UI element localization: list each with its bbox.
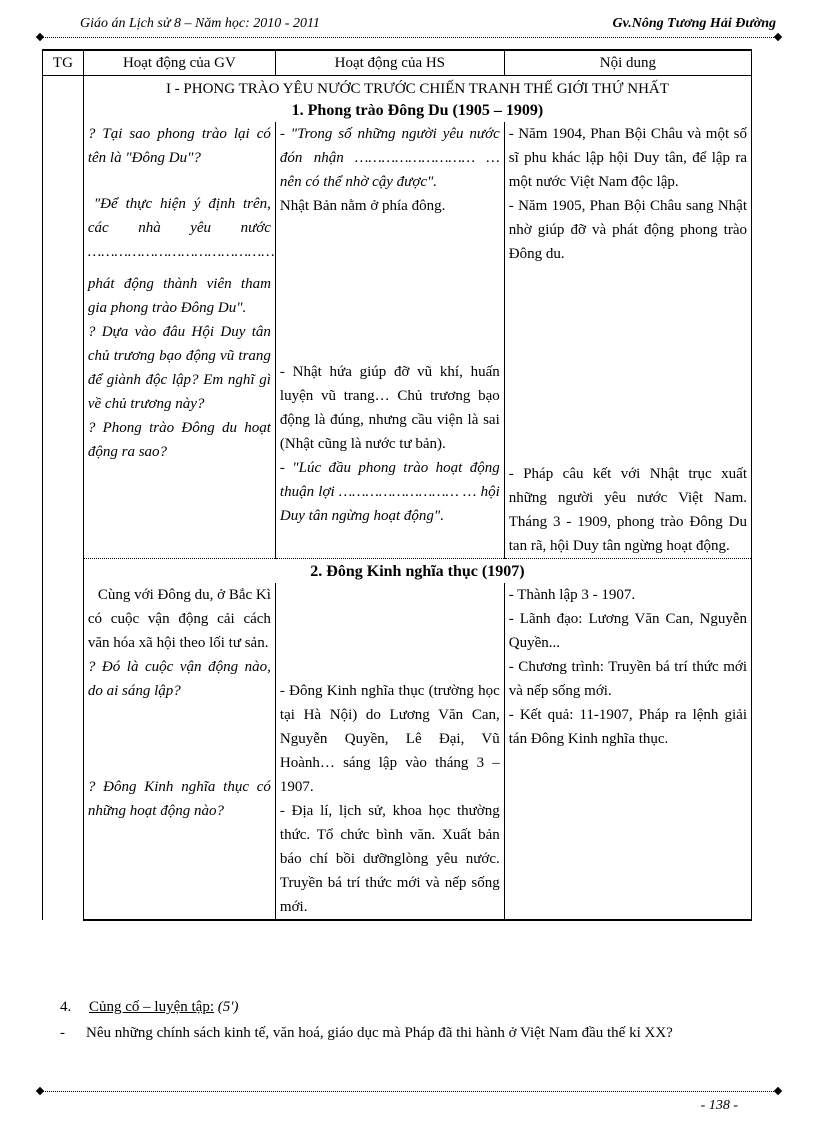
header-tg: TG — [43, 50, 84, 76]
s2-nd-p2: - Lãnh đạo: Lương Văn Can, Nguyễn Quyền... — [508, 611, 747, 651]
footer-question: Nêu những chính sách kinh tế, văn hoá, giáo dục mà Pháp đã thi hành ở Việt Nam đầu thế kỉ XX? — [86, 1025, 673, 1041]
footer-item-title: Củng cố – luyện tập: — [89, 999, 214, 1015]
s1-hs-a2: Nhật Bản nằm ở phía đông. — [279, 198, 446, 214]
s1-gv-cell — [83, 122, 275, 559]
s1-gv-q2: "Để thực hiện ý định trên, các nhà yêu nước …………………………………… — [87, 196, 275, 260]
header-right: Gv.Nông Tương Hải Đường — [612, 16, 776, 31]
s1-hs-cell — [275, 122, 504, 559]
footer-diamond-right — [774, 1087, 782, 1095]
footer-diamond-left — [36, 1087, 44, 1095]
section1-content-row — [43, 122, 752, 559]
s1-nd-p2: - Năm 1905, Phan Bội Châu sang Nhật nhờ giúp đỡ và phát động phong trào Đông du. — [508, 198, 747, 262]
header-gv: Hoạt động của GV — [83, 50, 275, 76]
header-left: Giáo án Lịch sử 8 – Năm học: 2010 - 2011 — [80, 16, 320, 31]
divider-diamond-right — [774, 33, 782, 41]
s1-gv-q3: phát động thành viên tham gia phong trào Đông Du". — [87, 276, 271, 316]
table-header-row — [43, 50, 752, 76]
section1-title-cell — [83, 76, 751, 123]
lesson-table — [42, 49, 752, 921]
s1-hs-a1: - "Trong số những người yêu nước đón nhận ……………………… … nên có thể nhờ cậy được". — [279, 126, 500, 190]
s2-hs-a1: - Đông Kinh nghĩa thục (trường học tại Hà Nội) do Lương Văn Can, Nguyễn Quyền, Lê Đại, Vũ Hoành… sáng lập vào tháng 3 – 1907. — [279, 683, 500, 795]
s1-nd-p3: - Pháp câu kết với Nhật trục xuất những người yêu nước Việt Nam. Tháng 3 - 1909, phong trào Đông Du tan rã, hội Duy tân ngừng hoạt động. — [508, 466, 747, 554]
s1-nd-p1: - Năm 1904, Phan Bội Châu và một số sĩ phu khác lập hội Duy tân, để lập ra một nước Việt Nam độc lập. — [508, 126, 747, 190]
section2-title-row — [43, 559, 752, 584]
header-hs: Hoạt động của HS — [275, 50, 504, 76]
s1-hs-a3: - Nhật hứa giúp đỡ vũ khí, huấn luyện vũ trang… Chủ trương bạo động là đúng, nhưng cầu viện là sai (Nhật cũng là nước tư bản). — [279, 364, 500, 452]
s2-gv-q1: ? Đó là cuộc vận động nào, do ai sáng lập? — [87, 659, 271, 699]
s2-nd-p1: - Thành lập 3 - 1907. — [508, 587, 636, 603]
s2-hs-cell — [275, 583, 504, 920]
footer-question-block — [60, 1022, 760, 1044]
footer-bullet: - — [60, 1025, 65, 1041]
footer-item-number: 4. — [60, 999, 72, 1015]
footer-divider — [40, 1091, 778, 1092]
header-divider — [40, 37, 778, 38]
section1-subtitle: 1. Phong trào Đông Du (1905 – 1909) — [291, 102, 544, 119]
s2-nd-p4: - Kết quả: 11-1907, Pháp ra lệnh giải tán Đông Kinh nghĩa thục. — [508, 707, 747, 747]
header-noi-dung: Nội dung — [504, 50, 751, 76]
s2-gv-cell — [83, 583, 275, 920]
section1-title-row — [43, 76, 752, 123]
s1-hs-a4: - "Lúc đầu phong trào hoạt động thuận lợi ……………………… … hội Duy tân ngừng hoạt động". — [279, 460, 500, 524]
s1-gv-q4: ? Dựa vào đâu Hội Duy tân chủ trương bạo động vũ trang để giành độc lập? Em nghĩ gì về chủ trương này? — [87, 324, 271, 412]
s2-nd-cell — [504, 583, 751, 920]
divider-diamond-left — [36, 33, 44, 41]
section2-subtitle: 2. Đông Kinh nghĩa thục (1907) — [83, 559, 751, 584]
s1-nd-cell — [504, 122, 751, 559]
s2-gv-q2: ? Đông Kinh nghĩa thục có những hoạt động nào? — [87, 779, 271, 819]
page-number: - 138 - — [700, 1098, 738, 1113]
s2-nd-p3: - Chương trình: Truyền bá trí thức mới và nếp sống mới. — [508, 659, 747, 699]
tg-cell — [43, 76, 84, 921]
s1-gv-q5: ? Phong trào Đông du hoạt động ra sao? — [87, 420, 271, 460]
s2-hs-a2: - Địa lí, lịch sử, khoa học thường thức. Tổ chức bình văn. Xuất bản báo chí bồi dưỡnglòng yêu nước. Truyền bá trí thức mới và nếp sống mới. — [279, 803, 500, 915]
section2-content-row — [43, 583, 752, 920]
footer-item-time: (5') — [213, 999, 239, 1015]
s2-gv-intro: Cùng với Đông du, ở Bắc Kì có cuộc vận động cải cách văn hóa xã hội theo lối tư sản. — [87, 587, 271, 651]
section1-title: I - PHONG TRÀO YÊU NƯỚC TRƯỚC CHIẾN TRANH THẾ GIỚI THỨ NHẤT — [165, 81, 669, 97]
s1-gv-q1: ? Tại sao phong trào lại có tên là "Đông Du"? — [87, 126, 271, 166]
footer-item — [60, 996, 760, 1018]
